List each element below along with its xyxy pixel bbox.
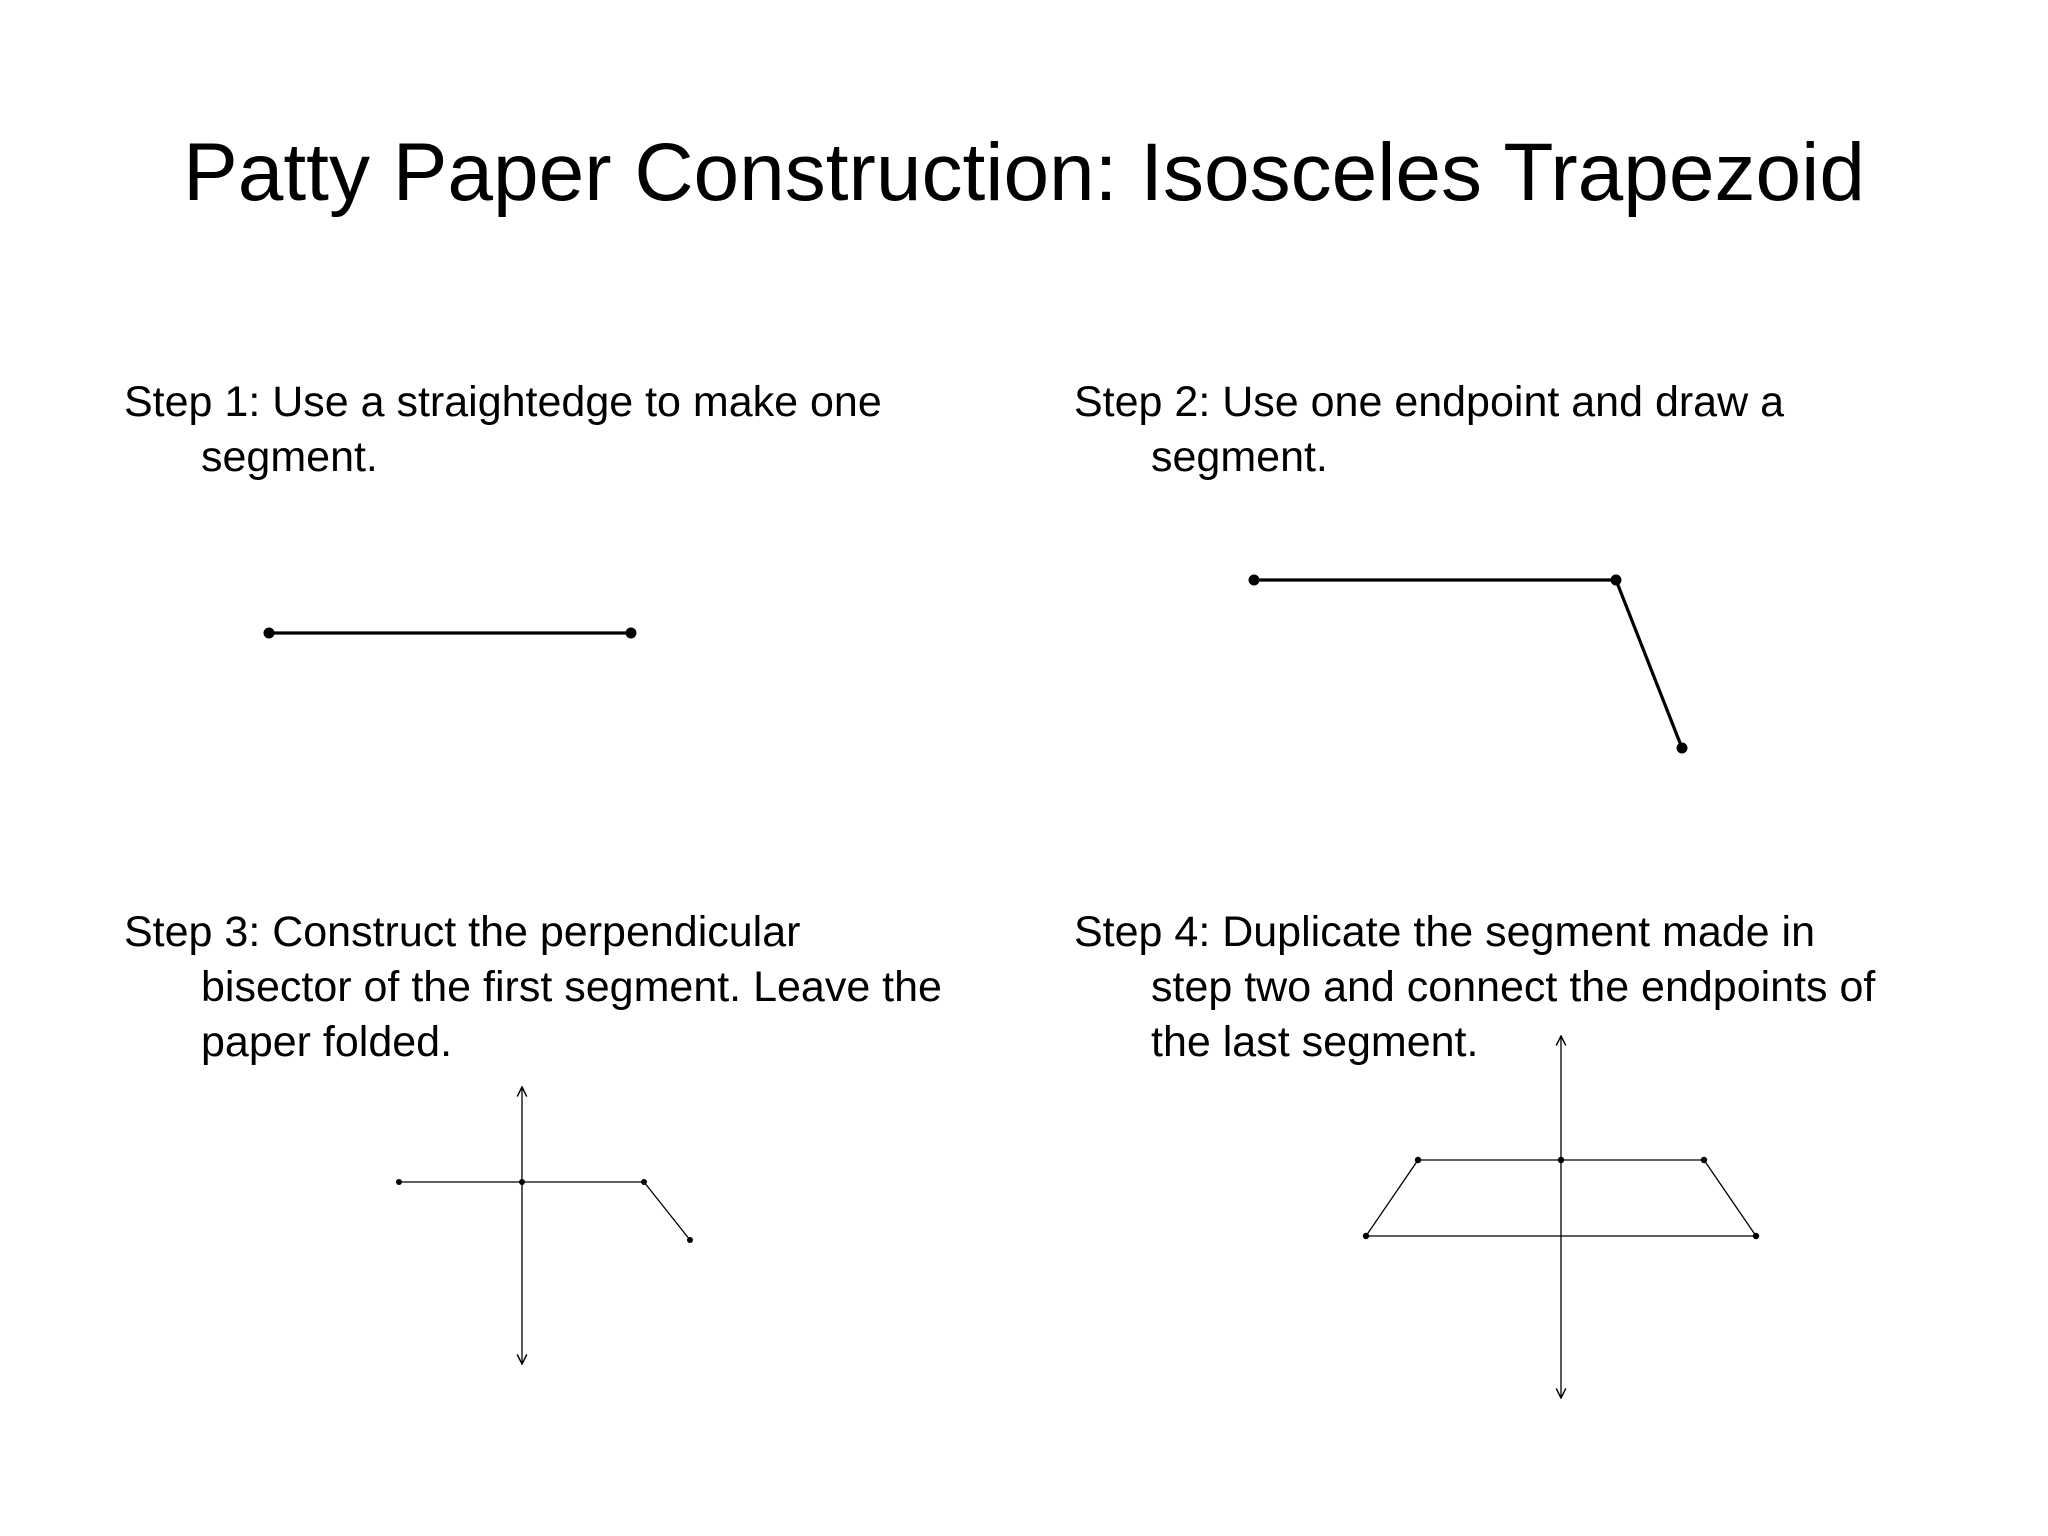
- step-2-second-segment: [1616, 580, 1682, 748]
- step-4-vertex-top-right: [1701, 1157, 1707, 1163]
- step-1-endpoint-left: [264, 628, 275, 639]
- step-3-second-segment: [644, 1182, 690, 1240]
- step-2-endpoint-left: [1249, 575, 1260, 586]
- step-1-line-2: segment.: [201, 433, 378, 481]
- step-3-figure: [396, 1087, 693, 1364]
- step-4-midpoint: [1558, 1157, 1564, 1163]
- page-title: Patty Paper Construction: Isosceles Trapezoid: [183, 127, 1865, 218]
- step-3-endpoint-bottom: [687, 1237, 693, 1243]
- step-1-line-1: Step 1: Use a straightedge to make one: [124, 378, 882, 426]
- step-3-endpoint-right: [641, 1179, 647, 1185]
- step-2-line-2: segment.: [1151, 433, 1328, 481]
- step-2-endpoint-shared: [1611, 575, 1622, 586]
- step-3-endpoint-left: [396, 1179, 402, 1185]
- step-2-endpoint-bottom: [1677, 743, 1688, 754]
- step-3-line-3: paper folded.: [201, 1018, 453, 1066]
- step-2-line-1: Step 2: Use one endpoint and draw a: [1074, 378, 1785, 426]
- step-4-figure: [1363, 1036, 1759, 1398]
- step-3-midpoint: [519, 1179, 525, 1185]
- step-2-instruction: [1074, 375, 1784, 485]
- step-3-line-2: bisector of the first segment. Leave the: [201, 963, 942, 1011]
- step-4-line-2: step two and connect the endpoints of: [1151, 963, 1876, 1011]
- step-4-left-leg: [1366, 1160, 1418, 1236]
- step-3-line-1: Step 3: Construct the perpendicular: [124, 908, 801, 956]
- step-1-instruction: [124, 375, 882, 485]
- step-4-right-leg: [1704, 1160, 1756, 1236]
- step-4-vertex-top-left: [1415, 1157, 1421, 1163]
- step-2-figure: [1249, 575, 1688, 754]
- step-4-instruction: [1074, 905, 1875, 1070]
- step-1-figure: [264, 628, 637, 639]
- step-3-instruction: [124, 905, 942, 1070]
- step-4-line-1: Step 4: Duplicate the segment made in: [1074, 908, 1815, 956]
- step-1-endpoint-right: [626, 628, 637, 639]
- step-4-vertex-bottom-right: [1753, 1233, 1759, 1239]
- step-4-line-3: the last segment.: [1151, 1018, 1479, 1066]
- step-4-vertex-bottom-left: [1363, 1233, 1369, 1239]
